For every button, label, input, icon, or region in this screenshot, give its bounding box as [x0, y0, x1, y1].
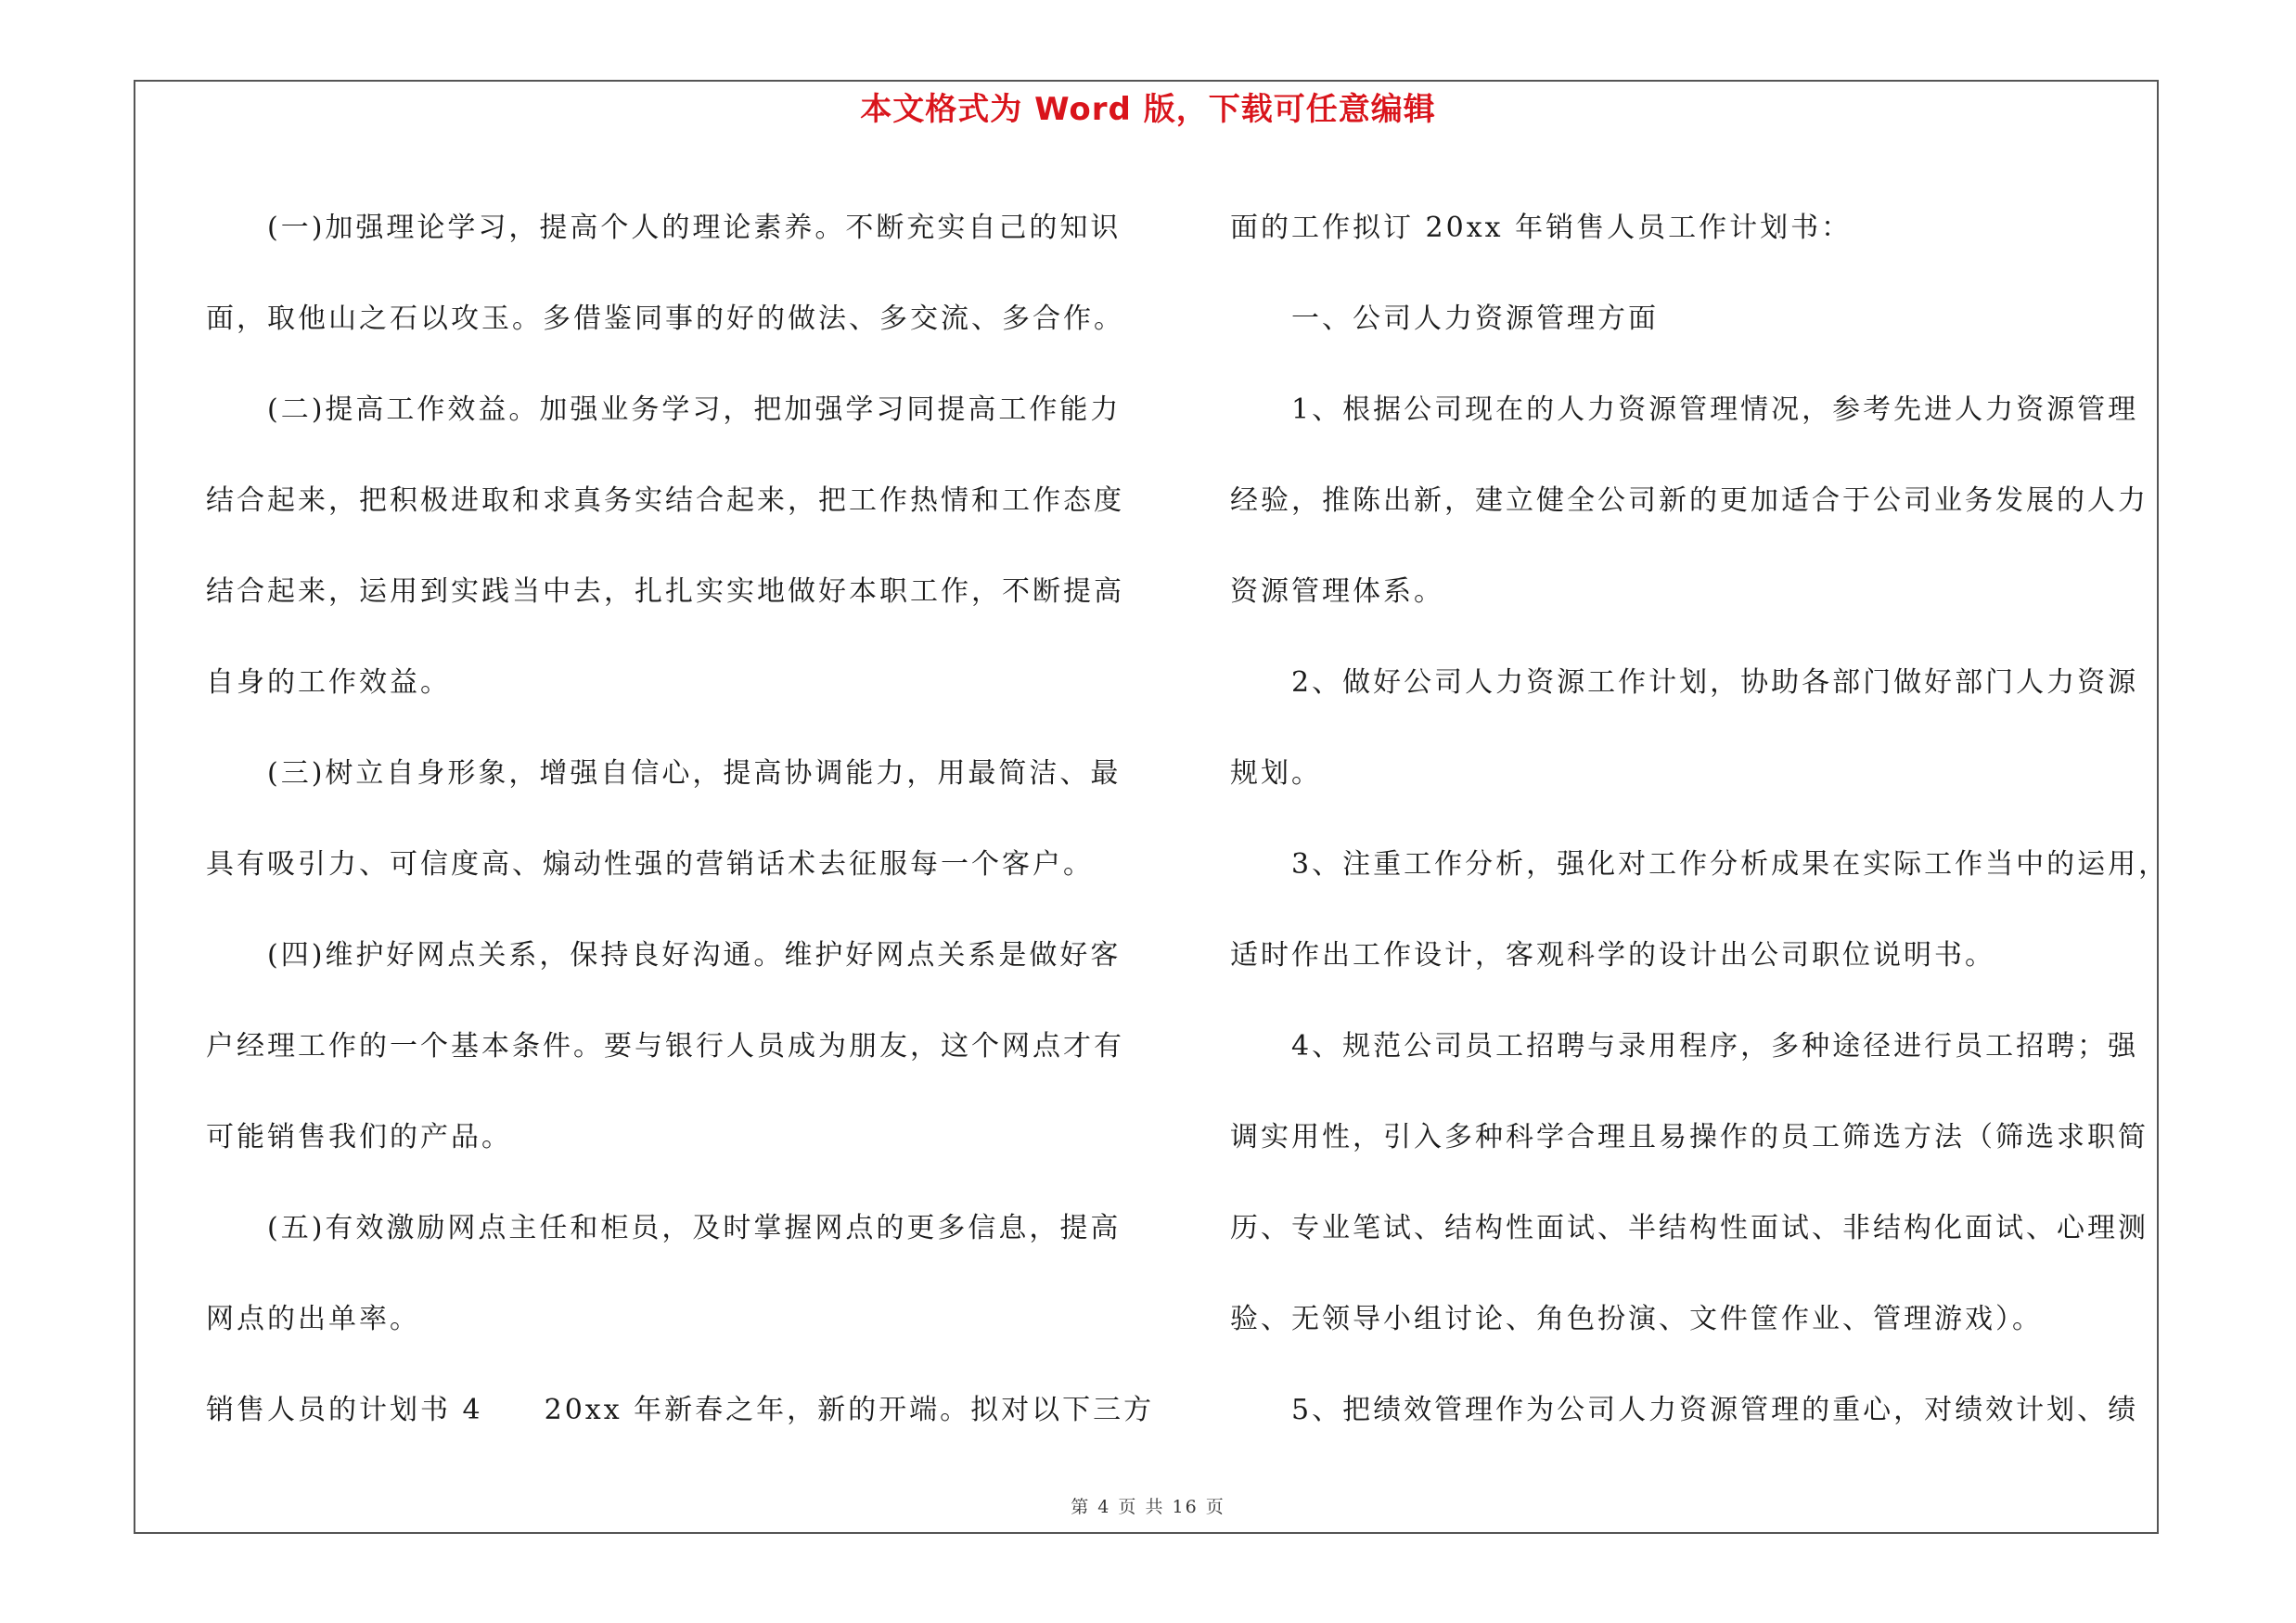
text-line: 5、把绩效管理作为公司人力资源管理的重心，对绩效计划、绩 — [1230, 1394, 2139, 1426]
text-line: 经验，推陈出新，建立健全公司新的更加适合于公司业务发展的人力 — [1230, 484, 2148, 517]
text-line: 2、做好公司人力资源工作计划，协助各部门做好部门人力资源 — [1230, 666, 2139, 699]
text-line: 销售人员的计划书 4 20xx 年新春之年，新的开端。拟对以下三方 — [206, 1394, 1155, 1426]
text-line: 面，取他山之石以攻玉。多借鉴同事的好的做法、多交流、多合作。 — [206, 303, 1124, 335]
text-line: 可能销售我们的产品。 — [206, 1121, 512, 1153]
text-line: 1、根据公司现在的人力资源管理情况，参考先进人力资源管理 — [1230, 393, 2139, 426]
text-line: 历、专业笔试、结构性面试、半结构性面试、非结构化面试、心理测 — [1230, 1212, 2148, 1244]
text-line: 户经理工作的一个基本条件。要与银行人员成为朋友，这个网点才有 — [206, 1030, 1124, 1063]
text-line: (三)树立自身形象，增强自信心，提高协调能力，用最简洁、最 — [206, 757, 1122, 790]
text-line: 网点的出单率。 — [206, 1303, 420, 1335]
text-line: 规划。 — [1230, 757, 1322, 790]
text-line: 3、注重工作分析，强化对工作分析成果在实际工作当中的运用， — [1230, 848, 2170, 881]
format-banner: 本文格式为 Word 版，下载可任意编辑 — [860, 91, 1436, 128]
section-heading: 一、公司人力资源管理方面 — [1230, 303, 1659, 335]
text-line: (五)有效激励网点主任和柜员，及时掌握网点的更多信息，提高 — [206, 1212, 1122, 1244]
text-line: (四)维护好网点关系，保持良好沟通。维护好网点关系是做好客 — [206, 939, 1122, 972]
text-line: 结合起来，运用到实践当中去，扎扎实实地做好本职工作，不断提高 — [206, 575, 1124, 608]
right-column — [1230, 183, 2170, 1456]
text-line: (一)加强理论学习，提高个人的理论素养。不断充实自己的知识 — [206, 212, 1122, 244]
text-line: 结合起来，把积极进取和求真务实结合起来，把工作热情和工作态度 — [206, 484, 1124, 517]
text-line: 面的工作拟订 20xx 年销售人员工作计划书： — [1230, 212, 1853, 244]
text-line: (二)提高工作效益。加强业务学习，把加强学习同提高工作能力 — [206, 393, 1122, 426]
text-line: 自身的工作效益。 — [206, 666, 451, 699]
page-number: 第 4 页 共 16 页 — [1071, 1497, 1225, 1517]
text-line: 验、无领导小组讨论、角色扮演、文件筐作业、管理游戏）。 — [1230, 1303, 2043, 1335]
left-column — [206, 183, 1155, 1456]
text-line: 调实用性，引入多种科学合理且易操作的员工筛选方法（筛选求职简 — [1230, 1121, 2148, 1153]
text-line: 具有吸引力、可信度高、煽动性强的营销话术去征服每一个客户。 — [206, 848, 1094, 881]
text-line: 适时作出工作设计，客观科学的设计出公司职位说明书。 — [1230, 939, 1995, 972]
text-line: 资源管理体系。 — [1230, 575, 1444, 608]
text-line: 4、规范公司员工招聘与录用程序，多种途径进行员工招聘；强 — [1230, 1030, 2139, 1063]
